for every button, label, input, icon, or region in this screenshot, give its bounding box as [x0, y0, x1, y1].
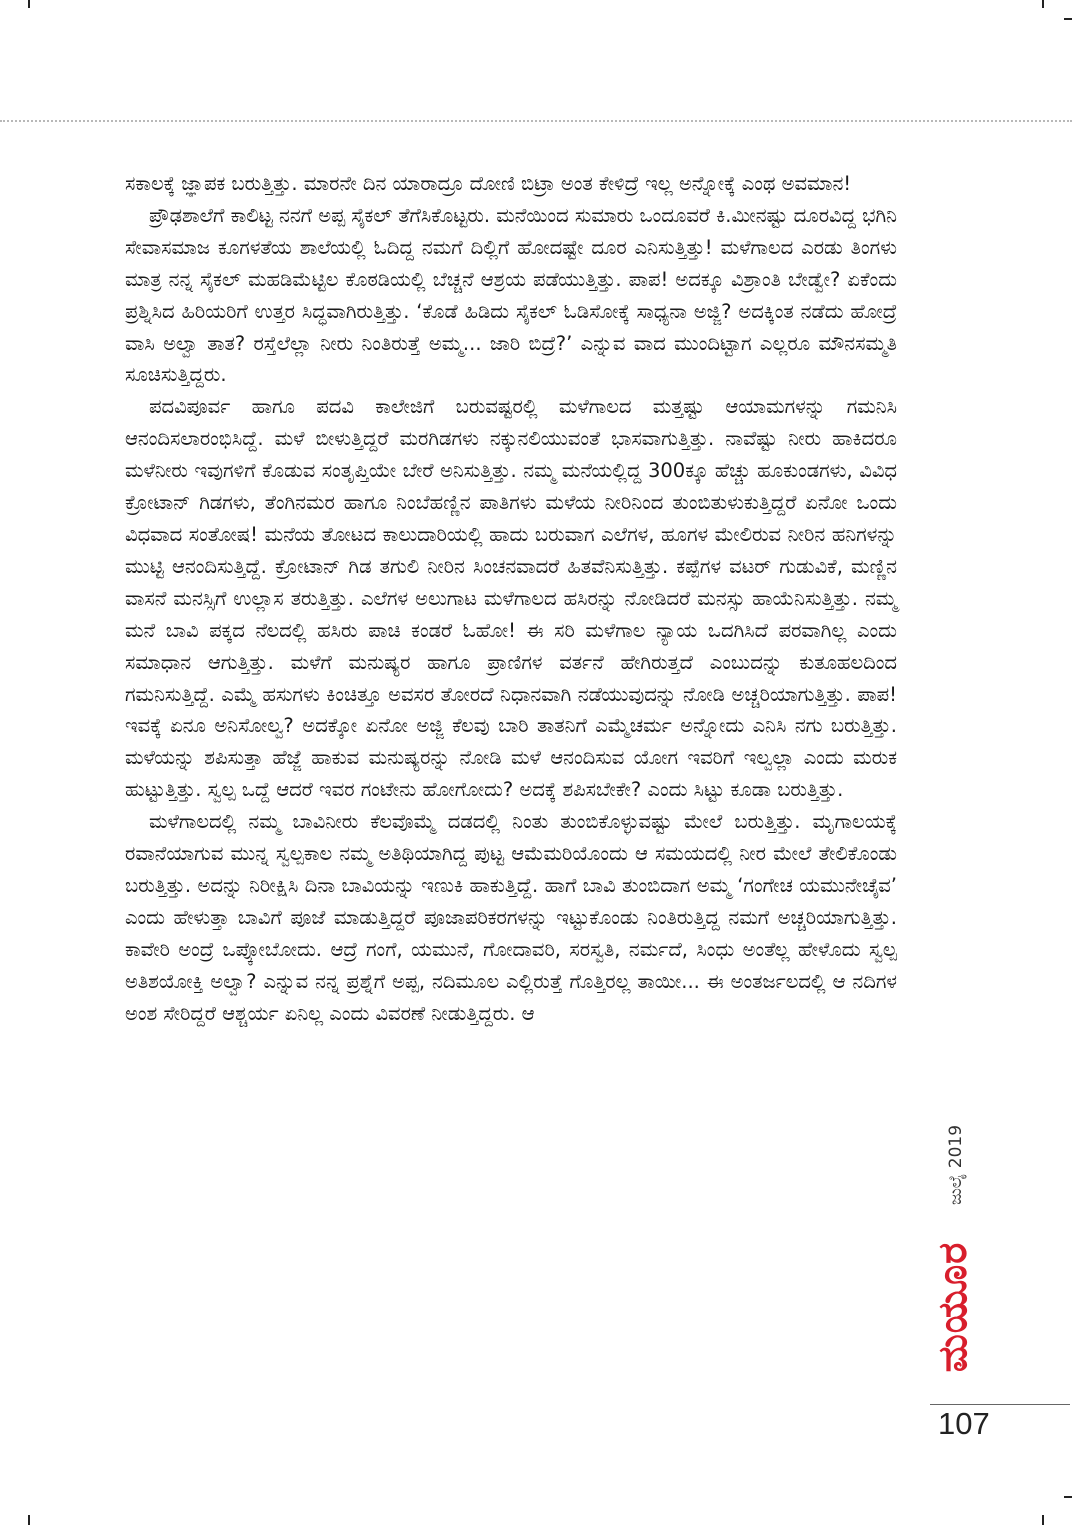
issue-date-text: ಜುಲೈ 2019 [946, 1124, 966, 1206]
paragraph: ಸಕಾಲಕ್ಕೆ ಜ್ಞಾಪಕ ಬರುತ್ತಿತ್ತು. ಮಾರನೇ ದಿನ ಯಾರಾದ್ರೂ ದೋಣಿ ಬಿಟ್ರಾ ಅಂತ ಕೇಳಿದ್ರೆ ಇಲ್ಲ ಅನ್ನೋಕ್ಕೆ ಎಂಥ ಅವಮಾನ! [125, 172, 852, 195]
magazine-logo-text: ಮಯೂರ [930, 1241, 976, 1373]
paragraph: ಪ್ರೌಢಶಾಲೆಗೆ ಕಾಲಿಟ್ಟ ನನಗೆ ಅಪ್ಪ ಸೈಕಲ್ ತೆಗೆಸಿಕೊಟ್ಟರು. ಮನೆಯಿಂದ ಸುಮಾರು ಒಂದೂವರೆ ಕಿ.ಮೀನಷ್ಟು ದೂರವಿದ್ದ ಭಗಿನಿ ಸೇವಾಸಮಾಜ ಕೂಗಳತೆಯ ಶಾಲೆಯಲ್ಲಿ ಓದಿದ್ದ ನಮಗೆ ದಿಲ್ಲಿಗೆ ಹೋದಷ್ಟೇ ದೂರ ಎನಿಸುತ್ತಿತ್ತು! ಮಳೆಗಾಲದ ಎರಡು ತಿಂಗಳು ಮಾತ್ರ ನನ್ನ ಸೈಕಲ್ ಮಹಡಿಮೆಟ್ಟಿಲ ಕೊಠಡಿಯಲ್ಲಿ ಬೆಚ್ಚನೆ ಆಶ್ರಯ ಪಡೆಯುತ್ತಿತ್ತು. ಪಾಪ! ಅದಕ್ಕೂ ವಿಶ್ರಾಂತಿ ಬೇಡ್ವೇ? ಏಕೆಂದು ಪ್ರಶ್ನಿಸಿದ ಹಿರಿಯರಿಗೆ ಉತ್ತರ ಸಿದ್ಧವಾಗಿರುತ್ತಿತ್ತು. ‘ಕೊಡೆ ಹಿಡಿದು ಸೈಕಲ್ ಓಡಿಸೋಕ್ಕೆ ಸಾಧ್ಯನಾ ಅಜ್ಜಿ? ಅದಕ್ಕಿಂತ ನಡೆದು ಹೋದ್ರೆ ವಾಸಿ ಅಲ್ವಾ ತಾತ? ರಸ್ತೆಲೆಲ್ಲಾ ನೀರು ನಿಂತಿರುತ್ತೆ ಅಮ್ಮ... ಜಾರಿ ಬಿದ್ರೆ?’ ಎನ್ನುವ ವಾದ ಮುಂದಿಟ್ಟಾಗ ಎಲ್ಲರೂ ಮೌನಸಮ್ಮತಿ ಸೂಚಿಸುತ್ತಿದ್ದರು. [125, 203, 897, 387]
paragraph: ಮಳೆಗಾಲದಲ್ಲಿ ನಮ್ಮ ಬಾವಿನೀರು ಕೆಲವೊಮ್ಮೆ ದಡದಲ್ಲಿ ನಿಂತು ತುಂಬಿಕೊಳ್ಳುವಷ್ಟು ಮೇಲೆ ಬರುತ್ತಿತ್ತು. ಮೃಗಾಲಯಕ್ಕೆ ರವಾನೆಯಾಗುವ ಮುನ್ನ ಸ್ವಲ್ಪಕಾಲ ನಮ್ಮ ಅತಿಥಿಯಾಗಿದ್ದ ಪುಟ್ಟ ಆಮೆಮರಿಯೊಂದು ಆ ಸಮಯದಲ್ಲಿ ನೀರ ಮೇಲೆ ತೇಲಿಕೊಂಡು ಬರುತ್ತಿತ್ತು. ಅದನ್ನು ನಿರೀಕ್ಷಿಸಿ ದಿನಾ ಬಾವಿಯನ್ನು ಇಣುಕಿ ಹಾಕುತ್ತಿದ್ದೆ. ಹಾಗೆ ಬಾವಿ ತುಂಬಿದಾಗ ಅಮ್ಮ ‘ಗಂಗೇಚ ಯಮುನೇಚೈವ’ ಎಂದು ಹೇಳುತ್ತಾ ಬಾವಿಗೆ ಪೂಜೆ ಮಾಡುತ್ತಿದ್ದರೆ ಪೂಜಾಪರಿಕರಗಳನ್ನು ಇಟ್ಟುಕೊಂಡು ನಿಂತಿರುತ್ತಿದ್ದ ನಮಗೆ ಅಚ್ಚರಿಯಾಗುತ್ತಿತ್ತು. ಕಾವೇರಿ ಅಂದ್ರೆ ಒಪ್ಕೋಬೋದು. ಆದ್ರೆ ಗಂಗೆ, ಯಮುನೆ, ಗೋದಾವರಿ, ಸರಸ್ವತಿ, ನರ್ಮದೆ, ಸಿಂಧು ಅಂತೆಲ್ಲ ಹೇಳೊದು ಸ್ವಲ್ಪ ಅತಿಶಯೋಕ್ತಿ ಅಲ್ವಾ? ಎನ್ನುವ ನನ್ನ ಪ್ರಶ್ನೆಗೆ ಅಪ್ಪ, ನದಿಮೂಲ ಎಲ್ಲಿರುತ್ತೆ ಗೊತ್ತಿರಲ್ಲ ತಾಯೀ... ಈ ಅಂತರ್ಜಲದಲ್ಲಿ ಆ ನದಿಗಳ ಅಂಶ ಸೇರಿದ್ದರೆ ಆಶ್ಚರ್ಯ ಏನಿಲ್ಲ ಎಂದು ವಿವರಣೆ ನೀಡುತ್ತಿದ್ದರು. ಆ [125, 810, 897, 1025]
footer-rule [930, 1404, 1070, 1405]
crop-mark [1064, 1496, 1072, 1498]
paragraph: ಪದವಿಪೂರ್ವ ಹಾಗೂ ಪದವಿ ಕಾಲೇಜಿಗೆ ಬರುವಷ್ಟರಲ್ಲಿ ಮಳೆಗಾಲದ ಮತ್ತಷ್ಟು ಆಯಾಮಗಳನ್ನು ಗಮನಿಸಿ ಆನಂದಿಸಲಾರಂಭಿಸಿದ್ದೆ. ಮಳೆ ಬೀಳುತ್ತಿದ್ದರೆ ಮರಗಿಡಗಳು ನಕ್ಕುನಲಿಯುವಂತೆ ಭಾಸವಾಗುತ್ತಿತ್ತು. ನಾವೆಷ್ಟು ನೀರು ಹಾಕಿದರೂ ಮಳೆನೀರು ಇವುಗಳಿಗೆ ಕೊಡುವ ಸಂತೃಪ್ತಿಯೇ ಬೇರೆ ಅನಿಸುತ್ತಿತ್ತು. ನಮ್ಮ ಮನೆಯಲ್ಲಿದ್ದ 300ಕ್ಕೂ ಹೆಚ್ಚು ಹೂಕುಂಡಗಳು, ವಿವಿಧ ಕ್ರೋಟಾನ್ ಗಿಡಗಳು, ತೆಂಗಿನಮರ ಹಾಗೂ ನಿಂಬೆಹಣ್ಣಿನ ಪಾತಿಗಳು ಮಳೆಯ ನೀರಿನಿಂದ ತುಂಬಿತುಳುಕುತ್ತಿದ್ದರೆ ಏನೋ ಒಂದು ವಿಧವಾದ ಸಂತೋಷ! ಮನೆಯ ತೋಟದ ಕಾಲುದಾರಿಯಲ್ಲಿ ಹಾದು ಬರುವಾಗ ಎಲೆಗಳ, ಹೂಗಳ ಮೇಲಿರುವ ನೀರಿನ ಹನಿಗಳನ್ನು ಮುಟ್ಟಿ ಆನಂದಿಸುತ್ತಿದ್ದೆ. ಕ್ರೋಟಾನ್ ಗಿಡ ತಗುಲಿ ನೀರಿನ ಸಿಂಚನವಾದರೆ ಹಿತವೆನಿಸುತ್ತಿತ್ತು. ಕಪ್ಪೆಗಳ ವಟರ್ ಗುಡುವಿಕೆ, ಮಣ್ಣಿನ ವಾಸನೆ ಮನಸ್ಸಿಗೆ ಉಲ್ಲಾಸ ತರುತ್ತಿತ್ತು. ಎಲೆಗಳ ಅಲುಗಾಟ ಮಳೆಗಾಲದ ಹಸಿರನ್ನು ನೋಡಿದರೆ ಮನಸ್ಸು ಹಾಯೆನಿಸುತ್ತಿತ್ತು. ನಮ್ಮ ಮನೆ ಬಾವಿ ಪಕ್ಕದ ನೆಲದಲ್ಲಿ ಹಸಿರು ಪಾಚಿ ಕಂಡರೆ ಓಹೋ! ಈ ಸರಿ ಮಳೆಗಾಲ ನ್ಯಾಯ ಒದಗಿಸಿದೆ ಪರವಾಗಿಲ್ಲ ಎಂದು ಸಮಾಧಾನ ಆಗುತ್ತಿತ್ತು. ಮಳೆಗೆ ಮನುಷ್ಯರ ಹಾಗೂ ಪ್ರಾಣಿಗಳ ವರ್ತನೆ ಹೇಗಿರುತ್ತದೆ ಎಂಬುದನ್ನು ಕುತೂಹಲದಿಂದ ಗಮನಿಸುತ್ತಿದ್ದೆ. ಎಮ್ಮೆ ಹಸುಗಳು ಕಿಂಚಿತ್ತೂ ಅವಸರ ತೋರದೆ ನಿಧಾನವಾಗಿ ನಡೆಯುವುದನ್ನು ನೋಡಿ ಅಚ್ಚರಿಯಾಗುತ್ತಿತ್ತು. ಪಾಪ! ಇವಕ್ಕೆ ಏನೂ ಅನಿಸೋಲ್ವ? ಅದಕ್ಕೋ ಏನೋ ಅಜ್ಜಿ ಕೆಲವು ಬಾರಿ ತಾತನಿಗೆ ಎಮ್ಮೆಚರ್ಮ ಅನ್ನೋದು ಎನಿಸಿ ನಗು ಬರುತ್ತಿತ್ತು. ಮಳೆಯನ್ನು ಶಪಿಸುತ್ತಾ ಹೆಜ್ಜೆ ಹಾಕುವ ಮನುಷ್ಯರನ್ನು ನೋಡಿ ಮಳೆ ಆನಂದಿಸುವ ಯೋಗ ಇವರಿಗೆ ಇಲ್ವಲ್ಲಾ ಎಂದು ಮರುಕ ಹುಟ್ಟುತ್ತಿತ್ತು. ಸ್ವಲ್ಪ ಒದ್ದೆ ಆದರೆ ಇವರ ಗಂಟೇನು ಹೋಗೋದು? ಅದಕ್ಕೆ ಶಪಿಸಬೇಕೇ? ಎಂದು ಸಿಟ್ಟು ಕೂಡಾ ಬರುತ್ತಿತ್ತು. [125, 395, 897, 802]
header-dotted-rule [0, 120, 1072, 122]
crop-mark [28, 1515, 30, 1525]
crop-mark [1042, 0, 1044, 8]
crop-mark [1064, 18, 1072, 20]
page-number: 107 [938, 1406, 990, 1441]
issue-date [936, 1110, 976, 1220]
crop-mark [28, 0, 30, 8]
crop-mark [1042, 1515, 1044, 1525]
magazine-logo [928, 1232, 978, 1382]
article-body [125, 168, 897, 1029]
